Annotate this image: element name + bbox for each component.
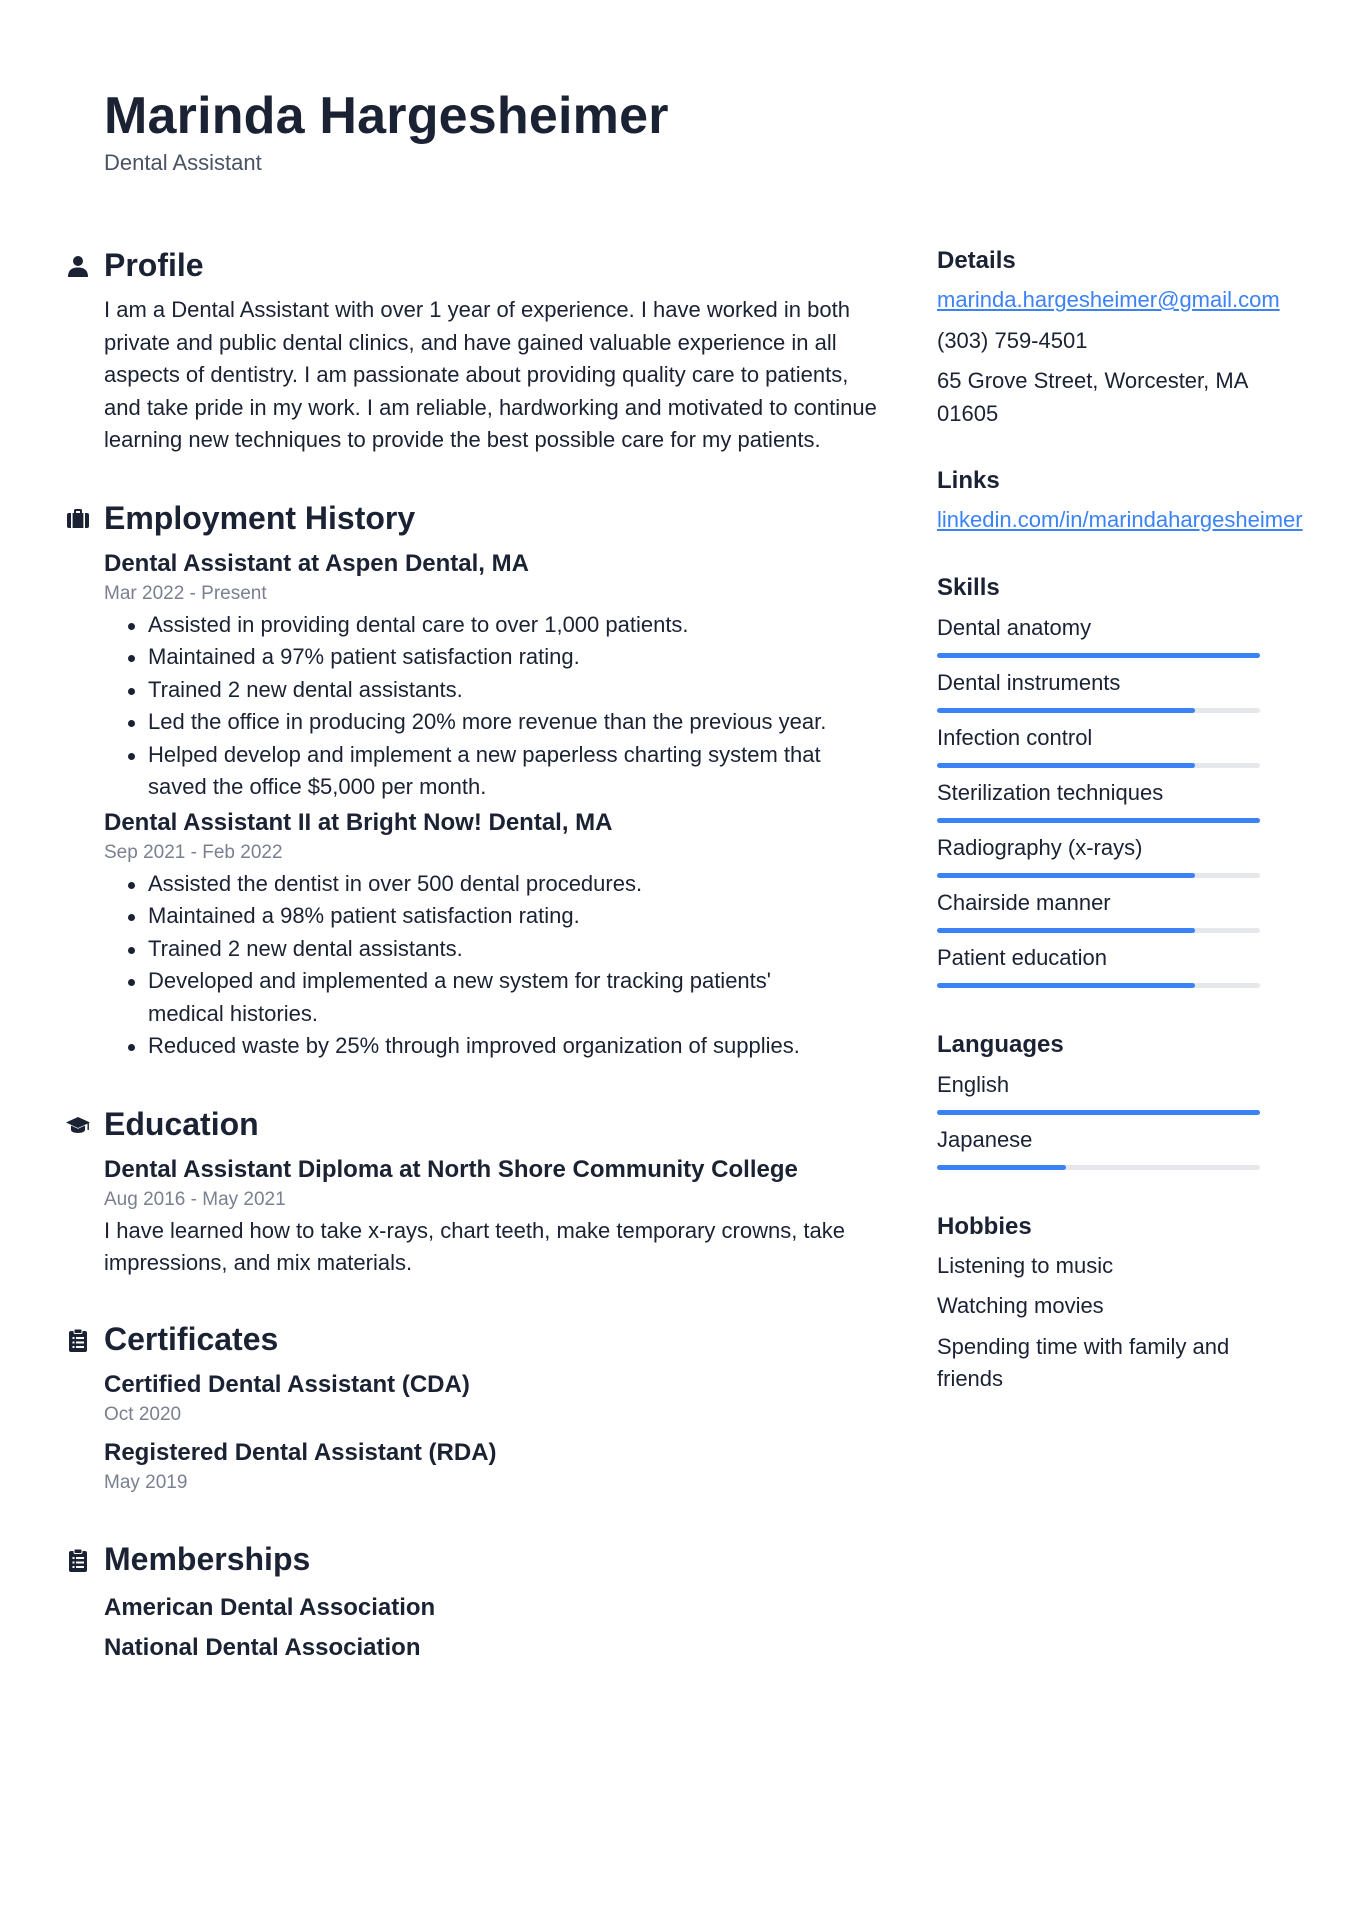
level-bar-fill [937, 1165, 1066, 1170]
level-bar-fill [937, 873, 1195, 878]
resume-header [104, 84, 669, 176]
level-item-name: Patient education [937, 944, 1108, 970]
job-title: Dental Assistant II at Bright Now! Dental, MA [104, 808, 613, 836]
main-column [66, 246, 877, 1668]
level-item [937, 778, 1337, 823]
email-link[interactable]: marinda.hargesheimer@gmail.com [937, 287, 1280, 312]
level-bar-track [937, 1165, 1260, 1170]
sidebar-column [937, 246, 1337, 1396]
details-heading: Details [937, 247, 1016, 274]
memberships-section [66, 1540, 866, 1668]
level-item [937, 668, 1337, 713]
level-item-name: Dental instruments [937, 669, 1121, 695]
bullet-item: Trained 2 new dental assistants. [104, 674, 904, 707]
level-bar-track [937, 818, 1260, 823]
bullet-item: Assisted in providing dental care to over 1,000 patients. [104, 609, 904, 642]
job-title: Dental Assistant at Aspen Dental, MA [104, 549, 529, 577]
membership-item: National Dental Association [104, 1633, 421, 1661]
bullet-item: Helped develop and implement a new paperless charting system that saved the office $5,000 per month. [104, 739, 864, 804]
phone-number: (303) 759-4501 [937, 327, 1088, 353]
level-bar-fill [937, 928, 1195, 933]
hobby-item: Listening to music [937, 1252, 1114, 1278]
bullet-item: Maintained a 97% patient satisfaction rating. [104, 641, 904, 674]
level-item [937, 1125, 1337, 1170]
job-entry [104, 547, 866, 804]
links-heading: Links [937, 467, 1000, 494]
languages-heading: Languages [937, 1030, 1064, 1058]
membership-item: American Dental Association [104, 1593, 436, 1621]
level-item [937, 943, 1337, 988]
bullet-item: Led the office in producing 20% more revenue than the previous year. [104, 706, 904, 739]
certificate-item [104, 1436, 866, 1496]
level-bar-fill [937, 818, 1260, 823]
skills-heading: Skills [937, 573, 1000, 601]
bullet-item: Assisted the dentist in over 500 dental procedures. [104, 868, 904, 901]
level-bar-track [937, 763, 1260, 768]
level-bar-fill [937, 983, 1195, 988]
skills-list [937, 613, 1337, 988]
linkedin-link[interactable]: linkedin.com/in/marindahargesheimer [937, 507, 1303, 532]
hobbies-section [937, 1212, 1337, 1396]
education-heading: Education [104, 1105, 259, 1142]
certificate-name: Certified Dental Assistant (CDA) [104, 1370, 470, 1398]
bullet-item: Maintained a 98% patient satisfaction rating. [104, 900, 904, 933]
candidate-name: Marinda Hargesheimer [104, 87, 669, 145]
level-item-name: Sterilization techniques [937, 779, 1164, 805]
job-entry [104, 806, 866, 1063]
person-icon [66, 254, 90, 278]
level-bar-fill [937, 1110, 1260, 1115]
employment-section [66, 499, 866, 1063]
address: 65 Grove Street, Worcester, MA 01605 [937, 368, 1248, 426]
profile-text: I am a Dental Assistant with over 1 year of experience. I have worked in both private and public dental clinics, and have gained valuable experience in all aspects of dentistry. I am passionate about providing quality care to patients, and take pride in my work. I am reliable, hardworking and motivated to continue learning new techniques to provide the best possible care for my patients. [104, 297, 877, 452]
briefcase-icon [66, 507, 90, 531]
level-item-name: Japanese [937, 1126, 1033, 1152]
candidate-title: Dental Assistant [104, 150, 262, 175]
job-dates: Mar 2022 - Present [104, 582, 267, 604]
degree-dates: Aug 2016 - May 2021 [104, 1188, 286, 1210]
employment-heading: Employment History [104, 499, 416, 536]
level-bar-track [937, 653, 1260, 658]
certificate-date: Oct 2020 [104, 1403, 182, 1425]
level-item [937, 1070, 1337, 1115]
hobby-item: Spending time with family and friends [937, 1333, 1230, 1391]
clipboard-icon [66, 1328, 90, 1352]
level-bar-track [937, 928, 1260, 933]
memberships-heading: Memberships [104, 1540, 311, 1577]
job-bullets [66, 609, 866, 804]
graduation-cap-icon [66, 1113, 90, 1137]
level-item [937, 833, 1337, 878]
level-bar-track [937, 708, 1260, 713]
level-item-name: Radiography (x-rays) [937, 834, 1143, 860]
languages-list [937, 1070, 1337, 1170]
level-item-name: Infection control [937, 724, 1093, 750]
education-description: I have learned how to take x-rays, chart teeth, make temporary crowns, take impressions, and mix materials. [104, 1217, 846, 1275]
links-section [937, 466, 1337, 537]
profile-section [66, 246, 877, 457]
level-item [937, 613, 1337, 658]
skills-section [937, 573, 1337, 988]
certificates-heading: Certificates [104, 1320, 279, 1357]
level-item-name: Chairside manner [937, 889, 1111, 915]
clipboard-icon [66, 1548, 90, 1572]
bullet-item: Developed and implemented a new system for tracking patients' medical histories. [104, 965, 824, 1030]
level-bar-track [937, 983, 1260, 988]
level-bar-fill [937, 708, 1195, 713]
level-item-name: English [937, 1071, 1010, 1097]
level-item [937, 888, 1337, 933]
level-item [937, 723, 1337, 768]
job-dates: Sep 2021 - Feb 2022 [104, 841, 283, 863]
level-item-name: Dental anatomy [937, 614, 1092, 640]
level-bar-fill [937, 763, 1195, 768]
hobby-item: Watching movies [937, 1293, 1104, 1318]
bullet-item: Trained 2 new dental assistants. [104, 933, 904, 966]
job-bullets [66, 868, 866, 1063]
bullet-item: Reduced waste by 25% through improved organization of supplies. [104, 1030, 904, 1063]
level-bar-track [937, 1110, 1260, 1115]
hobbies-heading: Hobbies [937, 1212, 1032, 1240]
degree-title: Dental Assistant Diploma at North Shore Community College [104, 1155, 798, 1183]
certificate-name: Registered Dental Assistant (RDA) [104, 1438, 497, 1466]
level-bar-track [937, 873, 1260, 878]
education-section [66, 1105, 866, 1280]
certificate-item [104, 1368, 866, 1428]
level-bar-fill [937, 653, 1260, 658]
languages-section [937, 1030, 1337, 1170]
certificates-section [66, 1320, 866, 1496]
profile-heading: Profile [104, 247, 204, 283]
certificate-date: May 2019 [104, 1471, 188, 1493]
details-section [937, 246, 1337, 430]
